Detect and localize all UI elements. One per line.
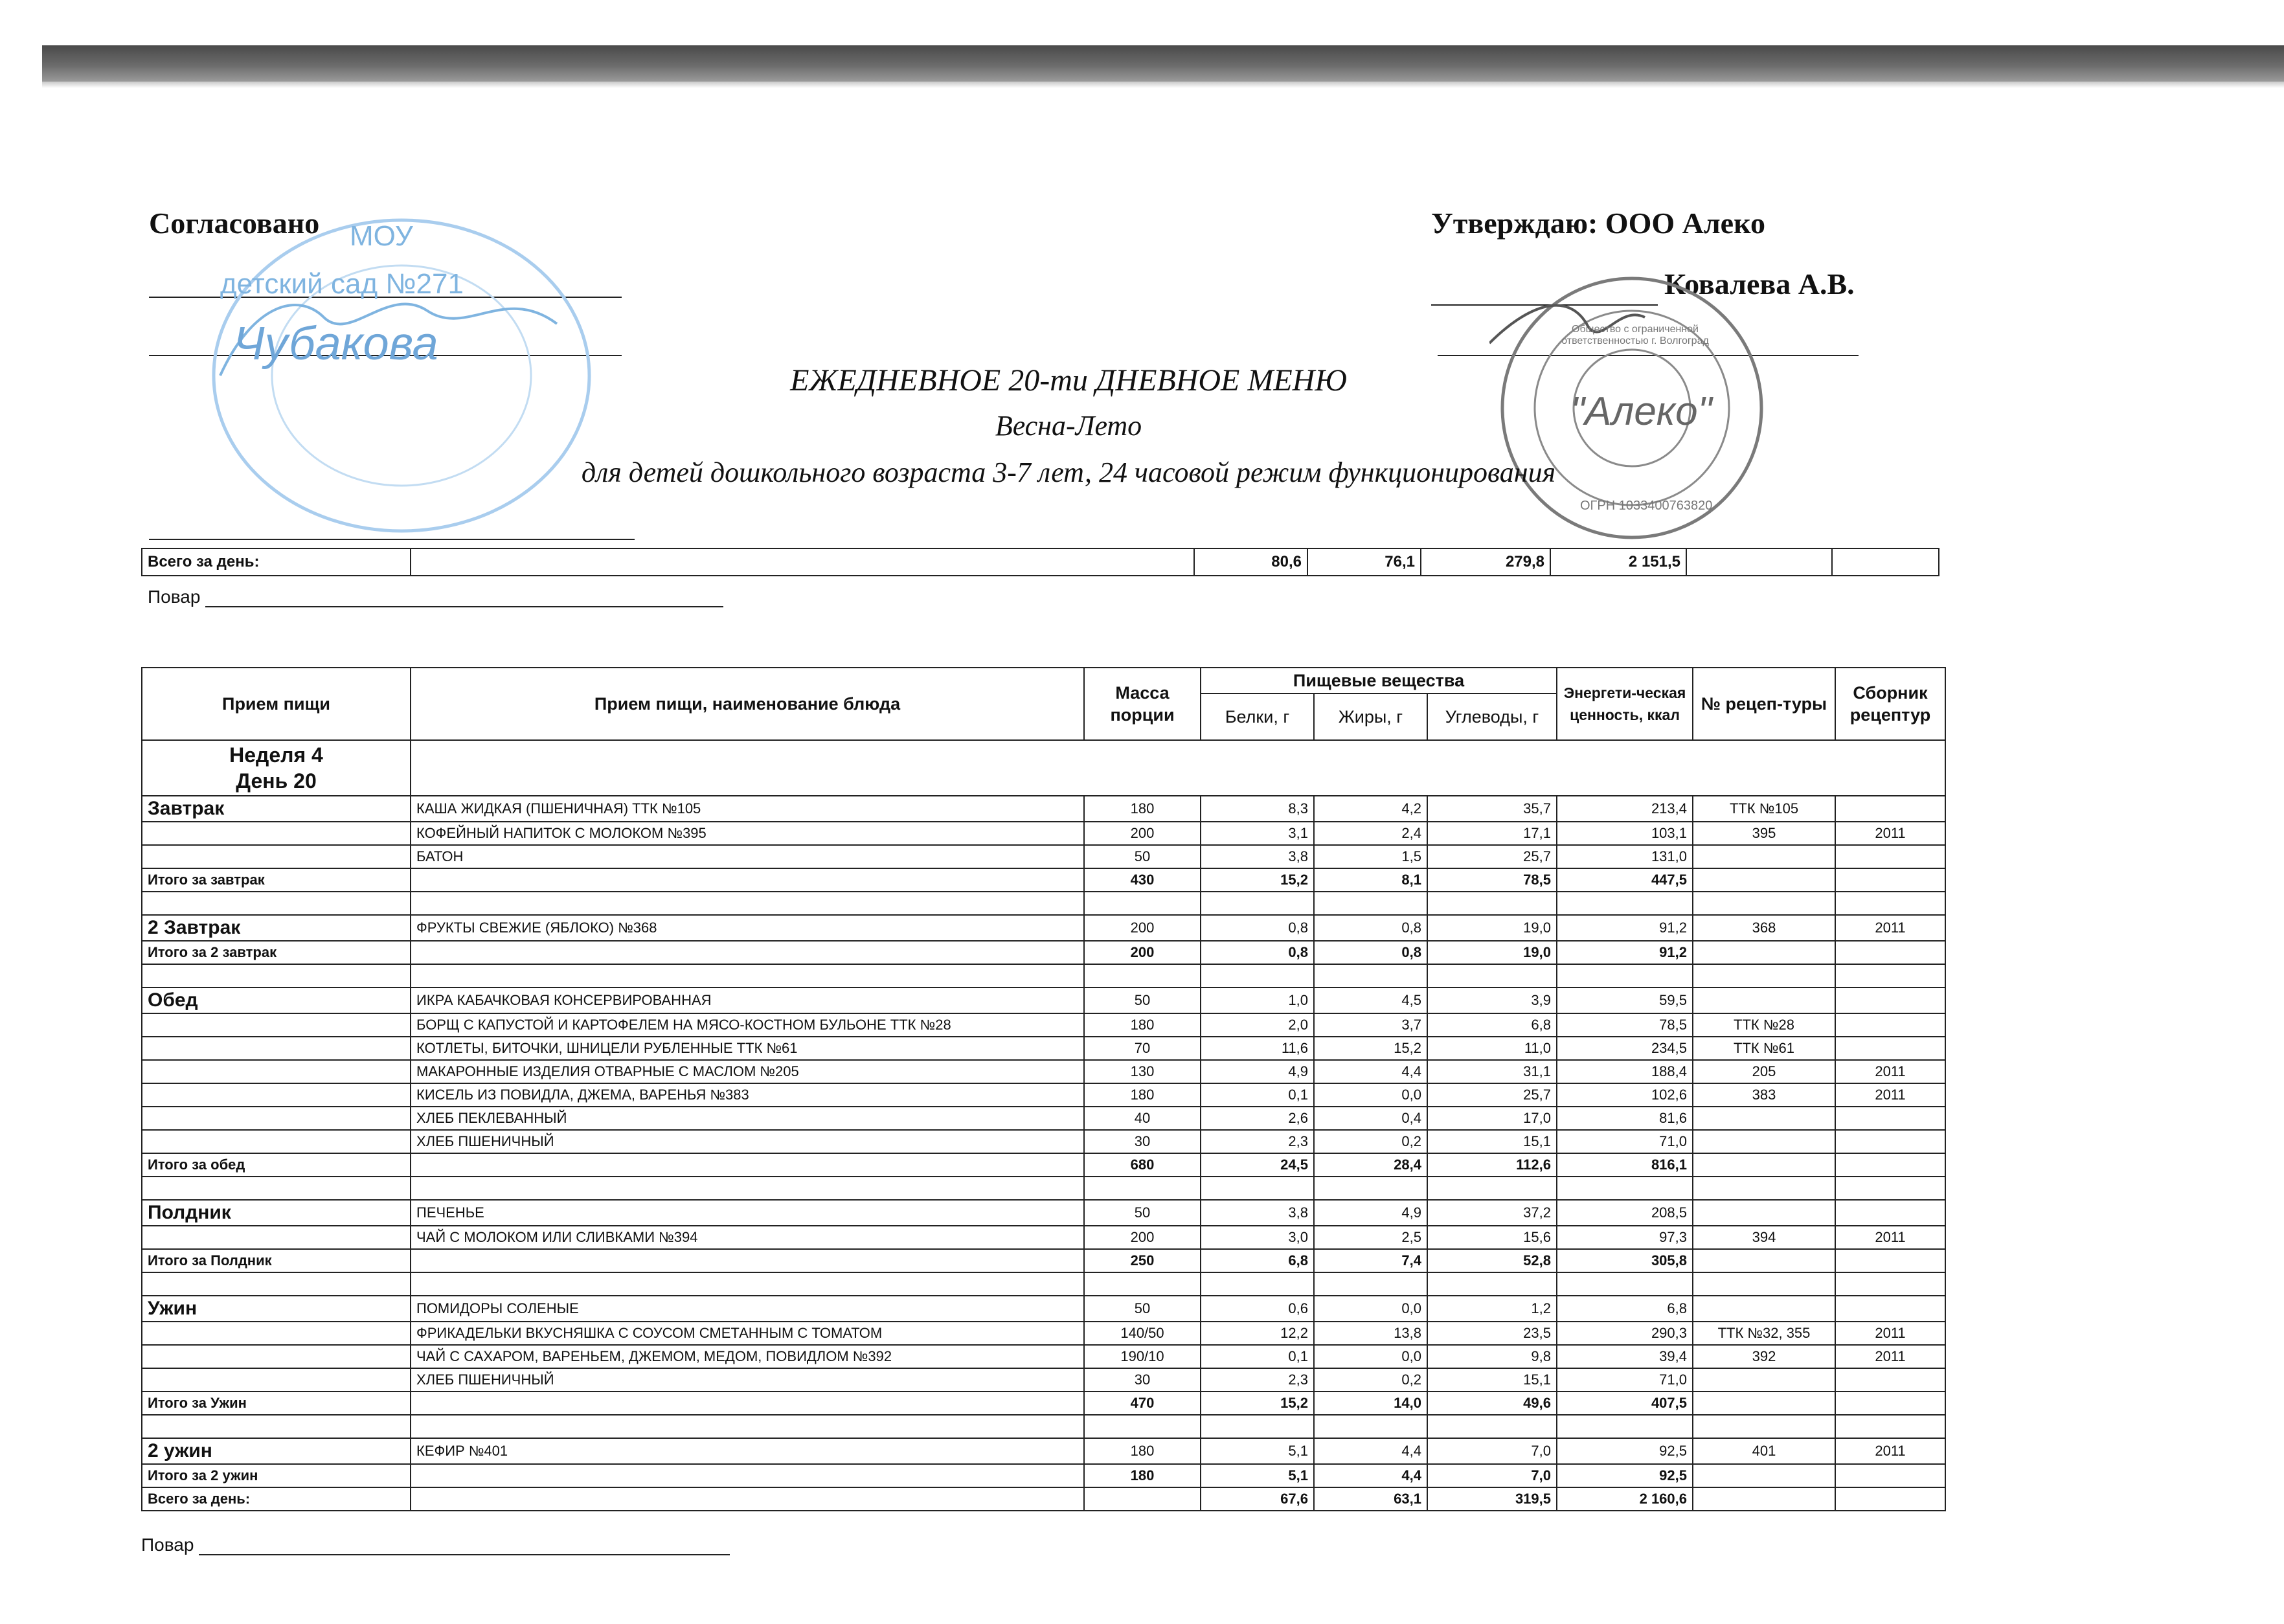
energy-cell: 59,5 <box>1557 987 1693 1013</box>
collection-cell: 2011 <box>1835 1345 1945 1368</box>
energy-cell: 92,5 <box>1557 1464 1693 1487</box>
stamp-left-line1: МОУ <box>350 220 413 252</box>
collection-cell <box>1835 1200 1945 1226</box>
carbs-cell: 52,8 <box>1427 1249 1557 1272</box>
collection-cell: 2011 <box>1835 1438 1945 1464</box>
mass-cell: 50 <box>1084 845 1201 868</box>
dish-row <box>142 1226 1945 1249</box>
dish-cell <box>411 1249 1084 1272</box>
dish-cell <box>411 1392 1084 1415</box>
total-carbs: 279,8 <box>1421 548 1550 576</box>
carbs-cell: 37,2 <box>1427 1200 1557 1226</box>
meal-cell <box>142 1368 411 1392</box>
recipe-cell: 401 <box>1693 1438 1835 1464</box>
mass-cell: 200 <box>1084 1226 1201 1249</box>
fat-cell: 0,0 <box>1314 1296 1427 1322</box>
mass-cell: 470 <box>1084 1392 1201 1415</box>
mass-cell: 50 <box>1084 1296 1201 1322</box>
protein-cell: 1,0 <box>1201 987 1314 1013</box>
collection-cell <box>1835 796 1945 822</box>
stamp-right-ogrn: ОГРН 1033400763820 <box>1580 499 1713 513</box>
collection-cell <box>1835 1037 1945 1060</box>
collection-cell: 2011 <box>1835 822 1945 845</box>
energy-cell: 97,3 <box>1557 1226 1693 1249</box>
protein-cell: 12,2 <box>1201 1322 1314 1345</box>
carbs-cell: 25,7 <box>1427 845 1557 868</box>
carbs-cell: 17,1 <box>1427 822 1557 845</box>
mass-cell: 180 <box>1084 1438 1201 1464</box>
mass-cell: 180 <box>1084 1013 1201 1037</box>
dish-cell <box>411 1464 1084 1487</box>
fat-cell: 2,5 <box>1314 1226 1427 1249</box>
stamp-left-line2: детский сад №271 <box>220 268 464 300</box>
protein-cell: 3,1 <box>1201 822 1314 845</box>
mass-cell: 50 <box>1084 987 1201 1013</box>
mass-cell: 180 <box>1084 1083 1201 1107</box>
protein-cell: 0,1 <box>1201 1345 1314 1368</box>
recipe-cell: ТТК №105 <box>1693 796 1835 822</box>
dish-row <box>142 915 1945 941</box>
menu-season: Весна-Лето <box>995 410 1142 442</box>
energy-cell: 407,5 <box>1557 1392 1693 1415</box>
energy-cell: 71,0 <box>1557 1368 1693 1392</box>
meal-cell: Итого за 2 завтрак <box>142 941 411 964</box>
fat-cell: 14,0 <box>1314 1392 1427 1415</box>
dish-row <box>142 1438 1945 1464</box>
menu-subtitle: для детей дошкольного возраста 3-7 лет, 24 часовой режим функционирования <box>581 457 1556 488</box>
fat-cell: 1,5 <box>1314 845 1427 868</box>
collection-cell <box>1835 1368 1945 1392</box>
mass-cell: 190/10 <box>1084 1345 1201 1368</box>
carbs-cell: 49,6 <box>1427 1392 1557 1415</box>
meal-total-row <box>142 868 1945 892</box>
cook-label: Повар <box>141 1535 194 1555</box>
col-mass: Масса порции <box>1084 668 1201 740</box>
spacer-row <box>142 1272 1945 1296</box>
fat-cell: 4,9 <box>1314 1200 1427 1226</box>
dish-cell: КОФЕЙНЫЙ НАПИТОК С МОЛОКОМ №395 <box>411 822 1084 845</box>
dish-cell: ХЛЕБ ПШЕНИЧНЫЙ <box>411 1130 1084 1153</box>
recipe-cell <box>1693 1296 1835 1322</box>
dish-row <box>142 1107 1945 1130</box>
mass-cell: 200 <box>1084 915 1201 941</box>
recipe-cell <box>1693 941 1835 964</box>
mass-cell: 140/50 <box>1084 1322 1201 1345</box>
carbs-cell: 25,7 <box>1427 1083 1557 1107</box>
collection-cell <box>1835 1013 1945 1037</box>
stamp-left-signature: Чубакова <box>233 318 438 370</box>
collection-cell <box>1835 1249 1945 1272</box>
meal-cell: Итого за обед <box>142 1153 411 1177</box>
carbs-cell: 31,1 <box>1427 1060 1557 1083</box>
fat-cell: 0,0 <box>1314 1083 1427 1107</box>
fat-cell: 7,4 <box>1314 1249 1427 1272</box>
cook-signature-line <box>205 585 723 607</box>
energy-cell: 102,6 <box>1557 1083 1693 1107</box>
collection-cell <box>1835 1487 1945 1511</box>
recipe-cell: 205 <box>1693 1060 1835 1083</box>
dish-row <box>142 845 1945 868</box>
meal-total-row <box>142 1464 1945 1487</box>
protein-cell: 3,0 <box>1201 1226 1314 1249</box>
carbs-cell: 15,1 <box>1427 1130 1557 1153</box>
mass-cell: 200 <box>1084 941 1201 964</box>
mass-cell: 180 <box>1084 1464 1201 1487</box>
dish-row <box>142 1296 1945 1322</box>
col-protein: Белки, г <box>1201 694 1314 740</box>
dish-cell: ЧАЙ С МОЛОКОМ ИЛИ СЛИВКАМИ №394 <box>411 1226 1084 1249</box>
school-stamp <box>194 207 609 544</box>
collection-cell: 2011 <box>1835 1083 1945 1107</box>
dish-cell: ФРУКТЫ СВЕЖИЕ (ЯБЛОКО) №368 <box>411 915 1084 941</box>
protein-cell: 0,8 <box>1201 915 1314 941</box>
carbs-cell: 23,5 <box>1427 1322 1557 1345</box>
protein-cell: 0,6 <box>1201 1296 1314 1322</box>
dish-row <box>142 796 1945 822</box>
col-recipe: № рецеп-туры <box>1693 668 1835 740</box>
fat-cell: 4,5 <box>1314 987 1427 1013</box>
meal-cell <box>142 1130 411 1153</box>
mass-cell: 130 <box>1084 1060 1201 1083</box>
dish-row <box>142 1060 1945 1083</box>
energy-cell: 290,3 <box>1557 1322 1693 1345</box>
recipe-cell: 383 <box>1693 1083 1835 1107</box>
dish-cell: КИСЕЛЬ ИЗ ПОВИДЛА, ДЖЕМА, ВАРЕНЬЯ №383 <box>411 1083 1084 1107</box>
collection-cell <box>1835 1392 1945 1415</box>
mass-cell: 180 <box>1084 796 1201 822</box>
fat-cell: 15,2 <box>1314 1037 1427 1060</box>
spacer-row <box>142 964 1945 987</box>
week-label: Неделя 4 <box>229 743 323 767</box>
meal-cell <box>142 1037 411 1060</box>
protein-cell: 5,1 <box>1201 1438 1314 1464</box>
col-nutrients: Пищевые вещества <box>1201 668 1557 694</box>
energy-cell: 188,4 <box>1557 1060 1693 1083</box>
collection-cell: 2011 <box>1835 1060 1945 1083</box>
fat-cell: 0,4 <box>1314 1107 1427 1130</box>
meal-cell: Итого за 2 ужин <box>142 1464 411 1487</box>
col-dish: Прием пищи, наименование блюда <box>411 668 1084 740</box>
meal-cell: Завтрак <box>142 796 411 822</box>
recipe-cell: ТТК №28 <box>1693 1013 1835 1037</box>
mass-cell: 40 <box>1084 1107 1201 1130</box>
protein-cell: 3,8 <box>1201 845 1314 868</box>
dish-cell: КОТЛЕТЫ, БИТОЧКИ, ШНИЦЕЛИ РУБЛЕННЫЕ ТТК №61 <box>411 1037 1084 1060</box>
spacer-row <box>142 1177 1945 1200</box>
total-protein: 80,6 <box>1194 548 1307 576</box>
dish-row <box>142 1083 1945 1107</box>
meal-cell <box>142 845 411 868</box>
carbs-cell: 112,6 <box>1427 1153 1557 1177</box>
carbs-cell: 9,8 <box>1427 1345 1557 1368</box>
protein-cell: 6,8 <box>1201 1249 1314 1272</box>
dish-cell <box>411 1153 1084 1177</box>
week-day-label <box>142 740 411 796</box>
fat-cell: 0,2 <box>1314 1368 1427 1392</box>
collection-cell <box>1835 1464 1945 1487</box>
mass-cell: 250 <box>1084 1249 1201 1272</box>
menu-title: ЕЖЕДНЕВНОЕ 20-ти ДНЕВНОЕ МЕНЮ <box>790 363 1347 398</box>
dish-cell: КАША ЖИДКАЯ (ПШЕНИЧНАЯ) ТТК №105 <box>411 796 1084 822</box>
protein-cell: 15,2 <box>1201 1392 1314 1415</box>
dish-cell <box>411 941 1084 964</box>
meal-cell: 2 ужин <box>142 1438 411 1464</box>
dish-cell: БОРЩ С КАПУСТОЙ И КАРТОФЕЛЕМ НА МЯСО-КОСТНОМ БУЛЬОНЕ ТТК №28 <box>411 1013 1084 1037</box>
energy-cell: 71,0 <box>1557 1130 1693 1153</box>
fat-cell: 0,0 <box>1314 1345 1427 1368</box>
recipe-cell <box>1693 1249 1835 1272</box>
fat-cell: 13,8 <box>1314 1322 1427 1345</box>
meal-total-row <box>142 1392 1945 1415</box>
protein-cell: 2,3 <box>1201 1130 1314 1153</box>
meal-cell: Полдник <box>142 1200 411 1226</box>
mass-cell: 30 <box>1084 1130 1201 1153</box>
energy-cell: 39,4 <box>1557 1345 1693 1368</box>
recipe-cell: 395 <box>1693 822 1835 845</box>
meal-cell <box>142 1013 411 1037</box>
protein-cell: 5,1 <box>1201 1464 1314 1487</box>
dish-cell <box>411 1487 1084 1511</box>
collection-cell <box>1835 1153 1945 1177</box>
carbs-cell: 15,6 <box>1427 1226 1557 1249</box>
protein-cell: 8,3 <box>1201 796 1314 822</box>
protein-cell: 11,6 <box>1201 1037 1314 1060</box>
energy-cell: 305,8 <box>1557 1249 1693 1272</box>
mass-cell: 430 <box>1084 868 1201 892</box>
protein-cell: 2,0 <box>1201 1013 1314 1037</box>
energy-cell: 103,1 <box>1557 822 1693 845</box>
mass-cell: 70 <box>1084 1037 1201 1060</box>
carbs-cell: 19,0 <box>1427 941 1557 964</box>
energy-cell: 447,5 <box>1557 868 1693 892</box>
dish-cell: КЕФИР №401 <box>411 1438 1084 1464</box>
cook-signature-bottom <box>141 1533 730 1555</box>
collection-cell <box>1835 1107 1945 1130</box>
recipe-cell <box>1693 1464 1835 1487</box>
dish-cell: ХЛЕБ ПЕКЛЕВАННЫЙ <box>411 1107 1084 1130</box>
recipe-cell <box>1693 1487 1835 1511</box>
fat-cell: 4,4 <box>1314 1438 1427 1464</box>
day-total-row <box>142 1487 1945 1511</box>
fat-cell: 0,8 <box>1314 915 1427 941</box>
protein-cell: 4,9 <box>1201 1060 1314 1083</box>
fat-cell: 3,7 <box>1314 1013 1427 1037</box>
spacer-row <box>142 892 1945 915</box>
energy-cell: 91,2 <box>1557 941 1693 964</box>
previous-day-total-table <box>141 548 1939 576</box>
col-collection: Сборник рецептур <box>1835 668 1945 740</box>
protein-cell: 2,3 <box>1201 1368 1314 1392</box>
meal-cell: Итого за Полдник <box>142 1249 411 1272</box>
recipe-cell <box>1693 987 1835 1013</box>
mass-cell: 50 <box>1084 1200 1201 1226</box>
protein-cell: 0,1 <box>1201 1083 1314 1107</box>
week-day-row <box>142 740 1945 796</box>
meal-total-row <box>142 1249 1945 1272</box>
meal-cell <box>142 1322 411 1345</box>
dish-row <box>142 1345 1945 1368</box>
col-carbs: Углеводы, г <box>1427 694 1557 740</box>
dish-cell: ХЛЕБ ПШЕНИЧНЫЙ <box>411 1368 1084 1392</box>
carbs-cell: 17,0 <box>1427 1107 1557 1130</box>
recipe-cell: ТТК №32, 355 <box>1693 1322 1835 1345</box>
meal-cell: Итого за завтрак <box>142 868 411 892</box>
mass-cell: 200 <box>1084 822 1201 845</box>
carbs-cell: 6,8 <box>1427 1013 1557 1037</box>
dish-row <box>142 1368 1945 1392</box>
dish-cell: ПОМИДОРЫ СОЛЕНЫЕ <box>411 1296 1084 1322</box>
recipe-cell <box>1693 1130 1835 1153</box>
carbs-cell: 7,0 <box>1427 1464 1557 1487</box>
protein-cell: 15,2 <box>1201 868 1314 892</box>
recipe-cell <box>1693 868 1835 892</box>
total-label: Всего за день: <box>142 548 411 576</box>
carbs-cell: 11,0 <box>1427 1037 1557 1060</box>
dish-cell: БАТОН <box>411 845 1084 868</box>
recipe-cell <box>1693 1107 1835 1130</box>
energy-cell: 208,5 <box>1557 1200 1693 1226</box>
dish-cell <box>411 868 1084 892</box>
recipe-cell <box>1693 1392 1835 1415</box>
total-fat: 76,1 <box>1307 548 1421 576</box>
recipe-cell: 394 <box>1693 1226 1835 1249</box>
dish-row <box>142 1322 1945 1345</box>
menu-table <box>141 667 1946 1511</box>
recipe-cell: ТТК №61 <box>1693 1037 1835 1060</box>
recipe-cell <box>1693 1153 1835 1177</box>
previous-day-total-row <box>142 548 1939 576</box>
dish-row <box>142 1130 1945 1153</box>
recipe-cell: 368 <box>1693 915 1835 941</box>
meal-cell: 2 Завтрак <box>142 915 411 941</box>
scan-edge-fade <box>42 82 2284 88</box>
dish-row <box>142 822 1945 845</box>
scan-edge-bar <box>42 45 2284 82</box>
energy-cell: 213,4 <box>1557 796 1693 822</box>
meal-cell: Обед <box>142 987 411 1013</box>
meal-cell <box>142 1060 411 1083</box>
energy-cell: 6,8 <box>1557 1296 1693 1322</box>
energy-cell: 78,5 <box>1557 1013 1693 1037</box>
energy-cell: 91,2 <box>1557 915 1693 941</box>
carbs-cell: 78,5 <box>1427 868 1557 892</box>
fat-cell: 8,1 <box>1314 868 1427 892</box>
cook-signature-line <box>199 1533 730 1555</box>
energy-cell: 131,0 <box>1557 845 1693 868</box>
carbs-cell: 1,2 <box>1427 1296 1557 1322</box>
protein-cell: 0,8 <box>1201 941 1314 964</box>
fat-cell: 0,2 <box>1314 1130 1427 1153</box>
col-meal: Прием пищи <box>142 668 411 740</box>
meal-total-row <box>142 941 1945 964</box>
fat-cell: 4,4 <box>1314 1464 1427 1487</box>
collection-cell <box>1835 868 1945 892</box>
protein-cell: 2,6 <box>1201 1107 1314 1130</box>
meal-total-row <box>142 1153 1945 1177</box>
protein-cell: 3,8 <box>1201 1200 1314 1226</box>
collection-cell <box>1835 1296 1945 1322</box>
recipe-cell <box>1693 1368 1835 1392</box>
dish-row <box>142 1200 1945 1226</box>
mass-cell: 30 <box>1084 1368 1201 1392</box>
dish-cell: МАКАРОННЫЕ ИЗДЕЛИЯ ОТВАРНЫЕ С МАСЛОМ №205 <box>411 1060 1084 1083</box>
fat-cell: 0,8 <box>1314 941 1427 964</box>
fat-cell: 4,4 <box>1314 1060 1427 1083</box>
day-label: День 20 <box>236 769 317 793</box>
col-energy: Энергети-ческая ценность, ккал <box>1557 668 1693 740</box>
approval-left-title: Согласовано <box>149 207 320 240</box>
carbs-cell: 15,1 <box>1427 1368 1557 1392</box>
meal-cell <box>142 1226 411 1249</box>
collection-cell <box>1835 941 1945 964</box>
dish-row <box>142 1013 1945 1037</box>
approval-right-name: Ковалева А.В. <box>1664 267 1855 300</box>
protein-cell: 24,5 <box>1201 1153 1314 1177</box>
spacer-row <box>142 1415 1945 1438</box>
dish-row <box>142 987 1945 1013</box>
dish-cell: ПЕЧЕНЬЕ <box>411 1200 1084 1226</box>
dish-cell: ЧАЙ С САХАРОМ, ВАРЕНЬЕМ, ДЖЕМОМ, МЕДОМ, ПОВИДЛОМ №392 <box>411 1345 1084 1368</box>
carbs-cell: 319,5 <box>1427 1487 1557 1511</box>
carbs-cell: 35,7 <box>1427 796 1557 822</box>
fat-cell: 28,4 <box>1314 1153 1427 1177</box>
collection-cell <box>1835 845 1945 868</box>
recipe-cell: 392 <box>1693 1345 1835 1368</box>
meal-cell <box>142 1107 411 1130</box>
fat-cell: 2,4 <box>1314 822 1427 845</box>
collection-cell: 2011 <box>1835 1322 1945 1345</box>
meal-cell <box>142 1345 411 1368</box>
energy-cell: 816,1 <box>1557 1153 1693 1177</box>
total-energy: 2 151,5 <box>1550 548 1686 576</box>
protein-cell: 67,6 <box>1201 1487 1314 1511</box>
collection-cell <box>1835 987 1945 1013</box>
energy-cell: 92,5 <box>1557 1438 1693 1464</box>
cook-signature-top <box>148 585 723 607</box>
meal-cell <box>142 822 411 845</box>
carbs-cell: 3,9 <box>1427 987 1557 1013</box>
fat-cell: 63,1 <box>1314 1487 1427 1511</box>
energy-cell: 2 160,6 <box>1557 1487 1693 1511</box>
dish-cell: ФРИКАДЕЛЬКИ ВКУСНЯШКА С СОУСОМ СМЕТАННЫМ С ТОМАТОМ <box>411 1322 1084 1345</box>
carbs-cell: 7,0 <box>1427 1438 1557 1464</box>
dish-row <box>142 1037 1945 1060</box>
recipe-cell <box>1693 845 1835 868</box>
energy-cell: 234,5 <box>1557 1037 1693 1060</box>
collection-cell: 2011 <box>1835 915 1945 941</box>
collection-cell <box>1835 1130 1945 1153</box>
meal-cell: Всего за день: <box>142 1487 411 1511</box>
cook-label: Повар <box>148 587 201 607</box>
fat-cell: 4,2 <box>1314 796 1427 822</box>
recipe-cell <box>1693 1200 1835 1226</box>
meal-cell <box>142 1083 411 1107</box>
stamp-right-ring: Общество с ограниченной ответственностью г. Волгоград <box>1561 324 1709 346</box>
dish-cell: ИКРА КАБАЧКОВАЯ КОНСЕРВИРОВАННАЯ <box>411 987 1084 1013</box>
carbs-cell: 19,0 <box>1427 915 1557 941</box>
meal-cell: Итого за Ужин <box>142 1392 411 1415</box>
stamp-right-center: "Алеко" <box>1570 389 1712 434</box>
collection-cell: 2011 <box>1835 1226 1945 1249</box>
col-fat: Жиры, г <box>1314 694 1427 740</box>
energy-cell: 81,6 <box>1557 1107 1693 1130</box>
approval-right-title: Утверждаю: ООО Алеко <box>1431 207 1765 240</box>
meal-cell: Ужин <box>142 1296 411 1322</box>
mass-cell: 680 <box>1084 1153 1201 1177</box>
mass-cell <box>1084 1487 1201 1511</box>
